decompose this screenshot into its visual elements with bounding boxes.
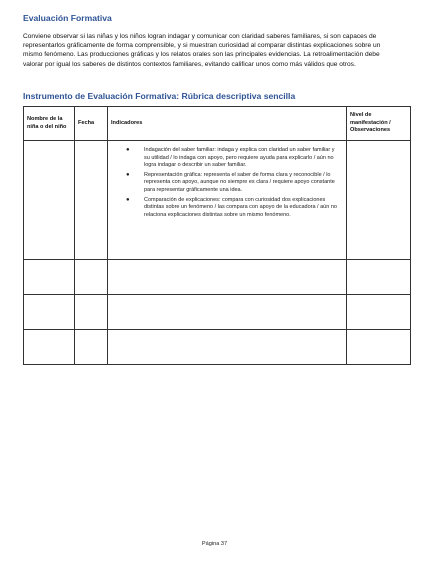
bullet-icon: ● xyxy=(126,171,130,178)
cell-observaciones[interactable] xyxy=(347,260,411,295)
page-number: Página 37 xyxy=(201,541,228,547)
table-header-row xyxy=(24,107,411,141)
table-row xyxy=(24,330,411,365)
cell-fecha[interactable] xyxy=(75,141,108,260)
section-heading: Evaluación Formativa xyxy=(23,13,112,23)
header-nivel: Nivel de manifestación / Observaciones xyxy=(347,107,411,141)
cell-observaciones[interactable] xyxy=(347,295,411,330)
cell-nombre[interactable] xyxy=(24,330,75,365)
table-row xyxy=(24,295,411,330)
indicator-list xyxy=(108,147,346,219)
header-nombre: Nombre de la niña o del niño xyxy=(24,107,75,141)
header-fecha: Fecha xyxy=(75,107,108,141)
indicator-item: ● Indagación del saber familiar: indaga y explica con claridad un saber familiar y su utilidad / lo indaga con apoyo, pero requiere ayuda para explicarlo / aún no logra indagar o describir un saber familiar. xyxy=(126,147,335,169)
cell-nombre[interactable] xyxy=(24,141,75,260)
header-indicadores: Indicadores xyxy=(108,107,347,141)
indicator-item: ● Representación gráfica: representa el saber de forma clara y reconocible / lo representa con apoyo, aunque no siempre es clara / requiere apoyo constante para representar gráficamente una idea. xyxy=(126,171,335,193)
cell-indicadores[interactable] xyxy=(108,260,347,295)
cell-nombre[interactable] xyxy=(24,260,75,295)
bullet-icon: ● xyxy=(126,196,130,203)
cell-indicadores xyxy=(108,141,347,260)
cell-nombre[interactable] xyxy=(24,295,75,330)
table-row xyxy=(24,141,411,260)
cell-observaciones[interactable] xyxy=(347,330,411,365)
cell-indicadores[interactable] xyxy=(108,295,347,330)
table-heading: Instrumento de Evaluación Formativa: Rúbrica descriptiva sencilla xyxy=(23,91,296,101)
cell-observaciones[interactable] xyxy=(347,141,411,260)
bullet-icon: ● xyxy=(126,147,130,153)
intro-paragraph: Conviene observar si las niñas y los niños logran indagar y comunicar con claridad saberes familiares, si son capaces de representarlos gráficamente de forma comprensible, y si muestran curiosidad al comparar distintas explicaciones sobre un mismo fenómeno. Las producciones gráficas y los relatos orales son las principales evidencias. La retroalimentación debe valorar por igual los saberes de distintos contextos familiares, evitando calificar unos como más válidos que otros. xyxy=(23,33,381,68)
cell-fecha[interactable] xyxy=(75,260,108,295)
cell-fecha[interactable] xyxy=(75,330,108,365)
cell-indicadores[interactable] xyxy=(108,330,347,365)
cell-fecha[interactable] xyxy=(75,295,108,330)
table-row xyxy=(24,260,411,295)
indicator-item: ● Comparación de explicaciones: compara con curiosidad dos explicaciones distintas sobre un fenómeno / las compara con apoyo de la educadora / aún no relaciona explicaciones distintas sobre un mismo fenómeno. xyxy=(126,196,337,218)
rubric-table xyxy=(23,106,411,365)
